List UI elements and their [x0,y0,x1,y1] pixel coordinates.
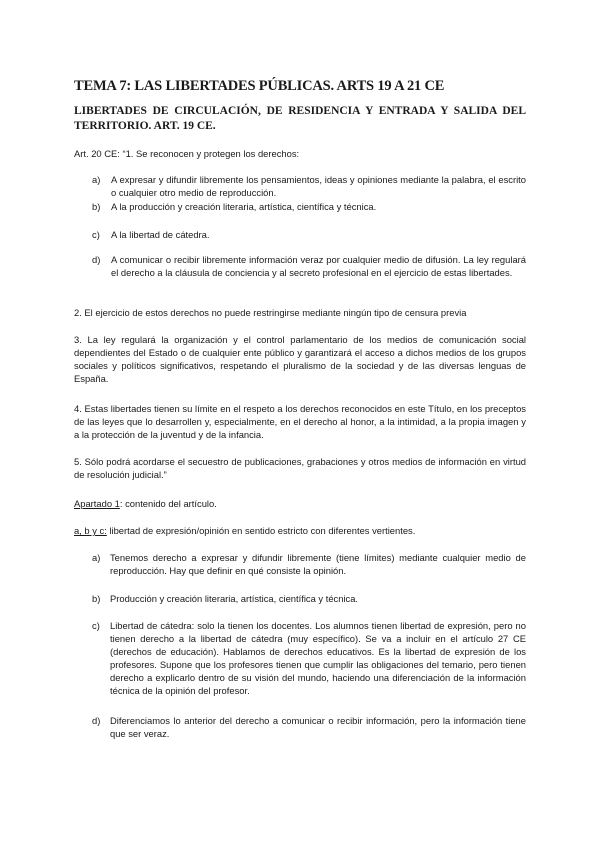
page-title: TEMA 7: LAS LIBERTADES PÚBLICAS. ARTS 19 A 21 CE [74,78,445,94]
item-text: A comunicar o recibir libremente información veraz por cualquier medio de difusión. La ley regulará el derecho a la cláusula de conciencia y al secreto profesional en el ejercicio de estas libertades. [111,254,526,278]
item-marker: c) [92,229,100,240]
item-text: Libertad de cátedra: solo la tienen los docentes. Los alumnos tienen libertad de expresión, pero no tienen derecho a la libertad de cátedra (muy específico). Se va a incluir en el artículo 27 CE (derechos de educación). Hablamos de derechos educativos. Es la libertad de expresión de los profesores. Supone que los profesores tienen que cumplir las obligaciones del temario, pero tienen derecho a explicarlo dentro de su visión del mundo, haciendo una diferenciación de la información técnica de la opinión del profesor. [110,620,526,696]
item-marker: d) [92,254,101,265]
abc-label: a, b y c: [74,525,107,536]
note-item-d [92,714,526,740]
note-item-b [92,592,526,605]
item-text: Tenemos derecho a expresar y difundir libremente (tiene límites) mediante cualquier medio de reproducción. Hay que definir en qué consiste la opinión. [110,552,526,576]
art20-intro: Art. 20 CE: “1. Se reconocen y protegen los derechos: [74,148,300,159]
art20-item-a [92,173,526,199]
item-text: A la producción y creación literaria, artística, científica y técnica. [111,201,377,212]
art20-item-b [92,200,526,213]
note-item-a [92,551,526,577]
note-item-c [92,619,526,697]
item-text: A expresar y difundir libremente los pensamientos, ideas y opiniones mediante la palabra, el escrito o cualquier otro medio de reproducción. [111,174,526,198]
item-marker: b) [92,201,101,212]
apartado-label: Apartado 1 [74,498,120,509]
art20-item-d [92,253,526,279]
abc-text: libertad de expresión/opinión en sentido estricto con diferentes vertientes. [106,525,416,536]
paragraph-4: 4. Estas libertades tienen su límite en el respeto a los derechos reconocidos en este Título, en los preceptos de las leyes que lo desarrollen y, especialmente, en el derecho al honor, a la intimidad, a la propia imagen y a la protección de la juventud y de la infancia. [74,403,526,440]
item-marker: d) [92,715,101,726]
apartado-heading [74,497,526,510]
art20-item-c [92,228,526,241]
paragraph-2: 2. El ejercicio de estos derechos no puede restringirse mediante ningún tipo de censura previa [74,307,467,318]
section-subtitle: LIBERTADES DE CIRCULACIÓN, DE RESIDENCIA Y ENTRADA Y SALIDA DEL TERRITORIO. ART. 19 CE. [74,105,526,132]
item-text: Diferenciamos lo anterior del derecho a comunicar o recibir información, pero la información tiene que ser veraz. [110,715,526,739]
abc-heading [74,524,526,537]
apartado-text: : contenido del artículo. [119,498,217,509]
paragraph-3: 3. La ley regulará la organización y el control parlamentario de los medios de comunicación social dependientes del Estado o de cualquier ente público y garantizará el acceso a dichos medios de los grupos sociales y políticos significativos, respetando el pluralismo de la sociedad y de las diversas lenguas de España. [74,334,526,384]
paragraph-5: 5. Sólo podrá acordarse el secuestro de publicaciones, grabaciones y otros medios de información en virtud de resolución judicial.” [74,456,526,480]
item-text: Producción y creación literaria, artística, científica y técnica. [110,593,359,604]
item-marker: a) [92,552,101,563]
item-text: A la libertad de cátedra. [111,229,210,240]
item-marker: a) [92,174,101,185]
item-marker: b) [92,593,101,604]
item-marker: c) [92,620,100,631]
